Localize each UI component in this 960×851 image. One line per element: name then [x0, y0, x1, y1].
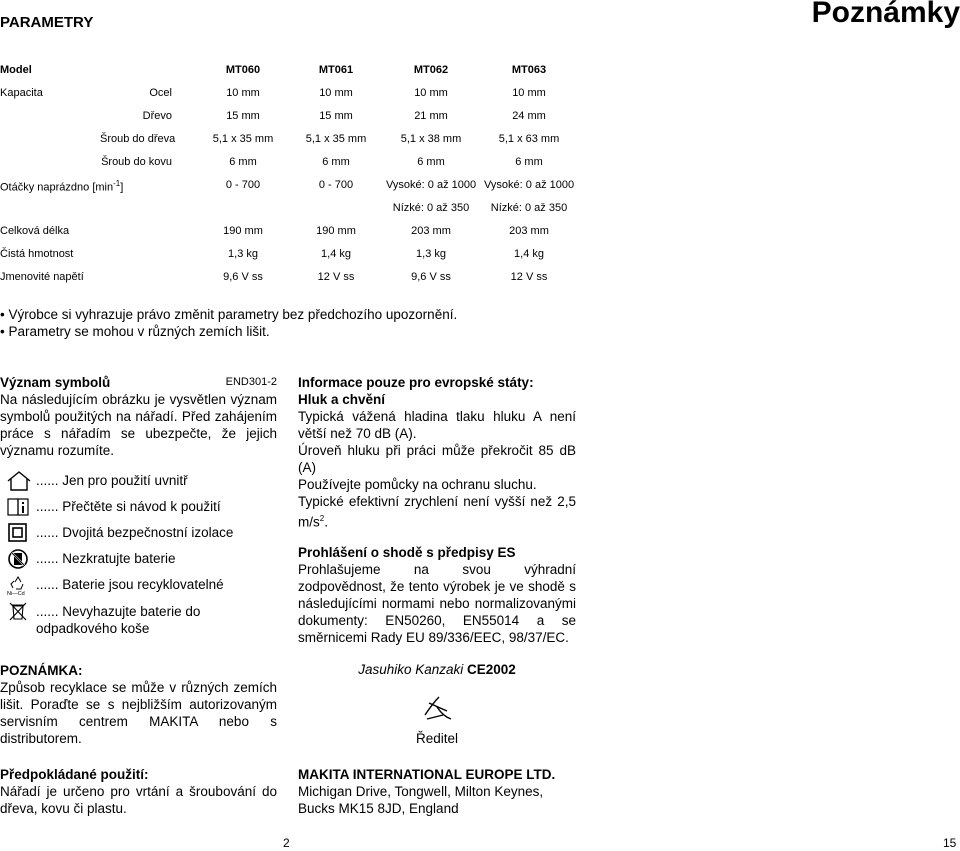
spec-value: 5,1 x 38 mm: [400, 133, 462, 145]
note-item: • Parametry se mohou v různých zemích lišit.: [0, 324, 270, 339]
spec-row-speed-low: [0, 202, 600, 225]
spec-value: 1,4 kg: [321, 248, 351, 260]
symbol-list: [0, 470, 280, 636]
capacity-label: Kapacita: [0, 87, 43, 99]
symbols-intro: Na následujícím obrázku je vysvětlen význam symbolů použitých na nářadí. Před zahájením práce s nářadím se ubezpečte, že jejich významu rozumíte.: [0, 392, 277, 458]
signature-image: [417, 691, 457, 725]
usage-section: [0, 766, 277, 817]
spec-value: 12 V ss: [317, 271, 355, 283]
spec-row-length: [0, 225, 600, 248]
page-title-poznamky: Poznámky: [811, 0, 960, 29]
spec-value: 203 mm: [509, 225, 549, 237]
symbols-code: END301-2: [225, 376, 277, 388]
symbol-row-manual: [0, 496, 280, 522]
spec-value: 21 mm: [414, 110, 448, 122]
spec-value: Vysoké: 0 až 1000: [484, 179, 575, 191]
spec-value: 6 mm: [229, 156, 257, 168]
spec-value: 10 mm: [226, 87, 260, 99]
symbol-row-insulation: [0, 522, 280, 548]
spec-value: 10 mm: [319, 87, 353, 99]
voltage-label: Jmenovité napětí: [0, 271, 84, 283]
spec-row-speed: [0, 179, 600, 202]
spec-value: 9,6 V ss: [223, 271, 263, 283]
spec-value: 12 V ss: [510, 271, 548, 283]
symbol-row-no-short: [0, 548, 280, 574]
speed-label: Otáčky naprázdno $[\min^{-1}]$: [0, 179, 124, 194]
signatory-role: Ředitel: [415, 731, 459, 746]
remark-text: Způsob recyklace se může v různých zemích lišit. Poraďte se s nejbližším autorizovaným servisním centrem MAKITA nebo s distributorem.: [0, 680, 277, 746]
usage-text: Nářadí je určeno pro vrtání a šroubování do dřeva, kovu či plastu.: [0, 784, 277, 816]
spec-value: 15 mm: [226, 110, 260, 122]
spec-value: Nízké: 0 až 350: [490, 202, 568, 214]
spec-value: 10 mm: [414, 87, 448, 99]
spec-row-metal-screw: [0, 156, 600, 179]
symbol-text: ...... Dvojitá bezpečnostní izolace: [36, 525, 234, 540]
spec-value: 190 mm: [316, 225, 356, 237]
spec-value: Nízké: 0 až 350: [392, 202, 470, 214]
spec-value: Vysoké: 0 až 1000: [386, 179, 477, 191]
noise-title: Hluk a chvění: [298, 392, 386, 407]
spec-value: 6 mm: [417, 156, 445, 168]
declaration-section: [298, 544, 576, 646]
signatory-name: Jasuhiko Kanzaki: [358, 662, 464, 677]
capacity-sub-label: Šroub do kovu: [101, 156, 172, 168]
company-address-line: Michigan Drive, Tongwell, Milton Keynes,: [298, 784, 544, 799]
symbol-text: ...... Jen pro použití uvnitř: [36, 473, 188, 488]
model-2: MT062: [413, 64, 449, 76]
model-1: MT061: [318, 64, 354, 76]
spec-row-steel: [0, 87, 600, 110]
manual-book-icon: [6, 496, 32, 518]
eu-info-title: Informace pouze pro evropské státy:: [298, 375, 534, 390]
spec-value: 1,4 kg: [514, 248, 544, 260]
length-label: Celková délka: [0, 225, 70, 237]
weight-label: Čistá hmotnost: [0, 248, 74, 260]
noise-text: Používejte pomůcky na ochranu sluchu.: [298, 477, 537, 492]
symbols-title: Význam symbolů END301-2: [0, 375, 277, 390]
capacity-sub-label: Ocel: [149, 87, 172, 99]
symbols-section: [0, 374, 277, 459]
company-name: MAKITA INTERNATIONAL EUROPE LTD.: [298, 767, 556, 782]
note-item: • Výrobce si vyhrazuje právo změnit parametry bez předchozího upozornění.: [0, 307, 458, 322]
symbol-row-indoor: [0, 470, 280, 496]
spec-value: 6 mm: [515, 156, 543, 168]
model-3: MT063: [511, 64, 547, 76]
eu-info-section: [298, 374, 576, 531]
spec-value: 1,3 kg: [228, 248, 258, 260]
spec-value: 5,1 x 63 mm: [498, 133, 560, 145]
noise-text: Úroveň hluku při práci může překročit 85 dB (A): [298, 443, 576, 475]
company-address-line: Bucks MK15 8JD, England: [298, 801, 459, 816]
ce-mark: CE2002: [467, 662, 516, 677]
spec-row-wood: [0, 110, 600, 133]
spec-table: [0, 64, 600, 294]
spec-row-model: [0, 64, 600, 87]
spec-value: 190 mm: [223, 225, 263, 237]
symbol-text: ...... Baterie jsou recyklovatelné: [36, 577, 224, 592]
spec-row-wood-screw: [0, 133, 600, 156]
recycle-nicd-icon: [6, 574, 32, 596]
spec-value: 9,6 V ss: [411, 271, 451, 283]
capacity-sub-label: Šroub do dřeva: [100, 133, 176, 145]
spec-row-voltage: [0, 271, 600, 294]
double-insulation-icon: [6, 522, 32, 544]
symbol-text: ...... Nezkratujte baterie: [36, 551, 176, 566]
spec-value: 5,1 x 35 mm: [212, 133, 274, 145]
symbol-row-no-trash: [0, 600, 280, 636]
spec-row-weight: [0, 248, 600, 271]
spec-value: 0 - 700: [318, 179, 354, 191]
usage-title: Předpokládané použití:: [0, 767, 149, 782]
spec-notes: [0, 306, 457, 340]
declaration-text: Prohlašujeme na svou výhradní zodpovědnost, že tento výrobek je ve shodě s následujícími normami nebo normalizovanými dokumenty: EN50260, EN55014 a se směrnicemi Rady EU 89/336/EEC, 98/37/EC.: [298, 562, 576, 645]
symbol-text: ...... Nevyhazujte baterie do odpadkového koše: [36, 604, 201, 636]
remark-title: POZNÁMKA:: [0, 663, 83, 678]
noise-text: Typická vážená hladina tlaku hluku A není větší než 70 dB (A).: [298, 409, 576, 441]
house-icon: [6, 470, 32, 492]
symbol-row-recyclable: [0, 574, 280, 600]
model-label: Model: [0, 64, 32, 76]
spec-value: 15 mm: [319, 110, 353, 122]
spec-value: 6 mm: [322, 156, 350, 168]
no-short-circuit-icon: [6, 548, 32, 570]
section-title-parametry: PARAMETRY: [0, 14, 94, 31]
declaration-title: Prohlášení o shodě s předpisy ES: [298, 545, 516, 560]
svg-text:Ni—Cd: Ni—Cd: [7, 591, 25, 596]
spec-value: 203 mm: [411, 225, 451, 237]
symbol-text: ...... Přečtěte si návod k použití: [36, 499, 221, 514]
spec-value: 5,1 x 35 mm: [305, 133, 367, 145]
company-section: [298, 766, 588, 817]
crossed-bin-icon: [6, 600, 32, 622]
page-number-left: 2: [283, 836, 290, 850]
vibration-text: Typické efektivní zrychlení není vyšší než 2,5 $m/s^2$.: [298, 494, 576, 530]
spec-value: 0 - 700: [225, 179, 261, 191]
remark-section: [0, 662, 277, 747]
model-0: MT060: [225, 64, 261, 76]
spec-value: 24 mm: [512, 110, 546, 122]
page-number-right: 15: [943, 836, 957, 850]
spec-value: 1,3 kg: [416, 248, 446, 260]
signatory-line: [298, 662, 576, 677]
signature-block: [298, 662, 576, 746]
spec-value: 10 mm: [512, 87, 546, 99]
capacity-sub-label: Dřevo: [142, 110, 172, 122]
